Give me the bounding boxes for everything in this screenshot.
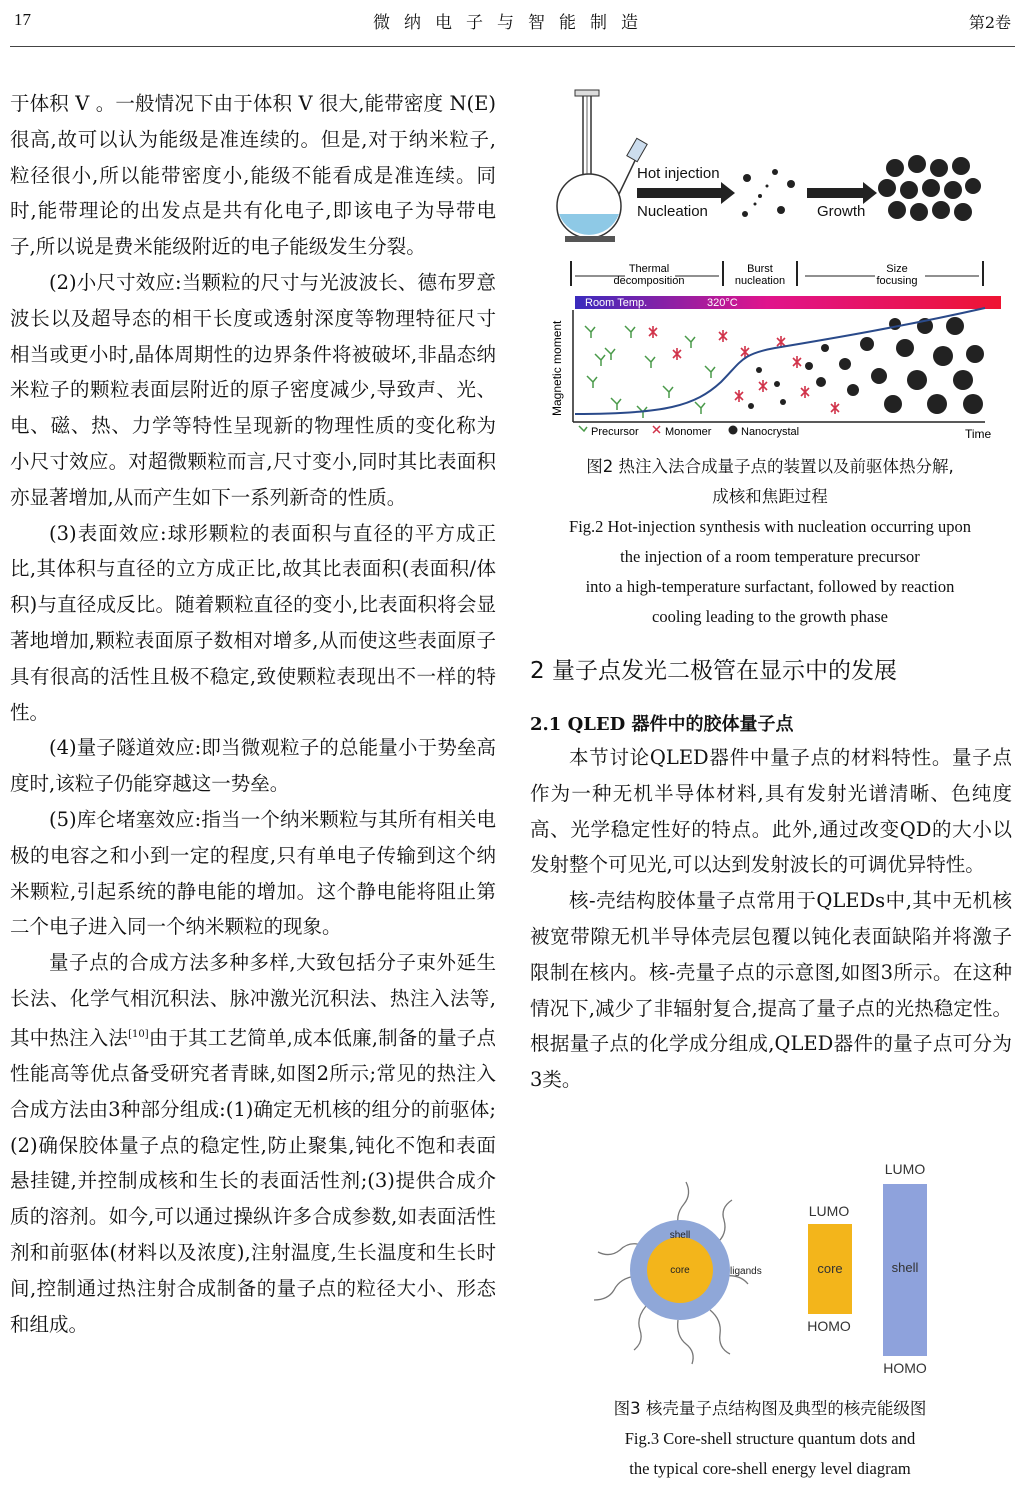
stage-label: Burst	[747, 263, 773, 275]
nucleation-label: Nucleation	[637, 203, 708, 220]
paragraph: (2)小尺寸效应:当颗粒的尺寸与光波波长、德布罗意波长以及超导态的相干长度或透射深度等物理特征尺寸相当或更小时,晶体周期性的边界条件将被破坏,非晶态纳米粒子的颗粒表面层附近的原子密度减少,导致声、光、电、磁、热、力学等特性呈现新的物理性质的变化称为小尺寸效应。对超微颗粒而言,尺寸变小,同时其比表面积亦显著增加,从而产生如下一系列新奇的性质。	[10, 270, 496, 509]
y-axis-label: Magnetic moment	[550, 320, 564, 416]
header-rule	[10, 46, 1015, 47]
caption-en: the injection of a room temperature precursor	[620, 547, 920, 566]
page-header	[0, 6, 1025, 36]
ligands-label: ligands	[730, 1266, 762, 1277]
paragraph: 核-壳结构胶体量子点常用于QLEDs中,其中无机核被宽带隙无机半导体壳层包覆以钝化表面缺陷并将激子限制在核内。核-壳量子点的示意图,如图3所示。在这种情况下,减少了非辐射复合,提高了量子点的光热稳定性。根据量子点的化学成分组成,QLED器件的量子点可分为3类。	[530, 889, 1012, 1092]
paragraph: 本节讨论QLED器件中量子点的材料特性。量子点作为一种无机半导体材料,具有发射光谱清晰、色纯度高、光学稳定性好的特点。此外,通过改变QD的大小以发射整个可见光,可以达到发射波长的可调优异特性。	[530, 746, 1012, 877]
caption-en: the typical core-shell energy level diagram	[629, 1459, 911, 1478]
journal-title: 微纳电子与智能制造	[373, 13, 652, 33]
x-axis-label: Time	[965, 427, 992, 441]
page-number: 17	[14, 10, 31, 29]
nanocrystal-cluster	[878, 155, 981, 221]
stage-label: Size	[886, 263, 908, 275]
lumo-core-label: LUMO	[808, 1203, 850, 1219]
caption-zh: 图3 核壳量子点结构图及典型的核壳能级图	[613, 1399, 927, 1418]
legend-nanocrystal: Nanocrystal	[741, 426, 800, 438]
legend	[579, 426, 799, 439]
stage-label: Thermal	[628, 263, 670, 275]
caption-zh: 成核和焦距过程	[712, 487, 828, 506]
paragraph-text: 量子点的合成方法多种多样,大致包括分子束外延生长法、化学气相沉积法、脉冲激光沉积法、热注入法等,其中热注入法	[10, 951, 496, 1050]
arrow-icon	[807, 182, 877, 204]
shell-bar-label: shell	[891, 1260, 919, 1275]
figure-2-diagram	[545, 86, 1005, 446]
homo-shell-label: HOMO	[883, 1360, 927, 1376]
right-column-body	[530, 740, 1012, 1098]
growth-label: Growth	[817, 203, 866, 220]
precursor-particles	[585, 326, 715, 418]
stage-label: decomposition	[613, 275, 685, 287]
paragraph: 于体积 V 。一般情况下由于体积 V 很大,能带密度 N(E) 很高,故可以认为能级是准连续的。但是,对于纳米粒子,粒径很小,所以能带密度小,能级不能看成是准连续。同时,能带理论的出发点是共有化电子,即该电子为导带电子,所以说是费米能级附近的电子能级发生分裂。	[10, 92, 496, 259]
paragraph-text: 由于其工艺简单,成本低廉,制备的量子点性能高等优点备受研究者青睐,如图2所示;常见的热注入合成方法由3种部分组成:(1)确定无机核的组分的前驱体;(2)确保胶体量子点的稳定性,防止聚集,钝化不饱和表面悬挂键,并控制成核和生长的表面活性剂;(3)提供合成介质的溶剂。如今,可以通过操纵许多合成参数,如表面活性剂和前驱体(材料以及浓度),注射温度,生长温度和生长时间,控制通过热注射合成制备的量子点的粒径大小、形态和组成。	[10, 1026, 496, 1336]
legend-precursor: Precursor	[591, 426, 639, 438]
figure-3-caption	[530, 1394, 1010, 1484]
hot-injection-label: Hot injection	[637, 165, 720, 182]
paragraph: (3)表面效应:球形颗粒的表面积与直径的平方成正比,其体积与直径的立方成正比,故其比表面积(表面积/体积)与直径成反比。随着颗粒直径的变小,比表面积将会显著地增加,颗粒表面原子数相对增多,从而使这些表面原子具有很高的活性且极不稳定,致使颗粒表现出不一样的特性。	[10, 521, 496, 724]
lumo-shell-label: LUMO	[884, 1161, 926, 1177]
caption-zh: 图2 热注入法合成量子点的装置以及前驱体热分解,	[586, 457, 954, 476]
core-label: core	[670, 1265, 690, 1276]
caption-en: into a high-temperature surfactant, followed by reaction	[585, 577, 955, 596]
subsection-heading: 2.1 QLED 器件中的胶体量子点	[530, 714, 794, 735]
shell-label: shell	[669, 1230, 691, 1241]
flask-icon	[557, 90, 647, 242]
stage-label: nucleation	[734, 275, 786, 287]
caption-en: cooling leading to the growth phase	[652, 607, 888, 626]
figure-3-diagram	[580, 1158, 980, 1388]
section-heading: 2 量子点发光二极管在显示中的发展	[530, 658, 897, 684]
core-bar-label: core	[817, 1261, 843, 1276]
nuclei-cluster	[742, 169, 795, 217]
paragraph	[10, 945, 496, 1342]
volume-label: 第2卷	[968, 13, 1011, 32]
stage-label: focusing	[876, 275, 918, 287]
paragraph: (4)量子隧道效应:即当微观粒子的总能量小于势垒高度时,该粒子仍能穿越这一势垒。	[10, 736, 496, 796]
caption-en: Fig.3 Core-shell structure quantum dots and	[624, 1429, 916, 1448]
arrow-icon	[637, 182, 735, 204]
legend-monomer: Monomer	[665, 426, 712, 438]
left-column	[10, 86, 496, 1342]
monomer-particles	[649, 326, 839, 414]
caption-en: Fig.2 Hot-injection synthesis with nucleation occurring upon	[569, 517, 971, 536]
citation-ref[interactable]: [10]	[128, 1028, 149, 1040]
figure-2-caption	[530, 452, 1010, 632]
room-temp-label: Room Temp.	[585, 297, 648, 309]
homo-core-label: HOMO	[807, 1318, 851, 1334]
temp-320-label: 320°C	[707, 297, 738, 309]
paragraph: (5)库仑堵塞效应:指当一个纳米颗粒与其所有相关电极的电容之和小到一定的程度,只有单电子传输到这个纳米颗粒,引起系统的静电能的增加。这个静电能将阻止第二个电子进入同一个纳米颗粒的现象。	[10, 807, 496, 939]
